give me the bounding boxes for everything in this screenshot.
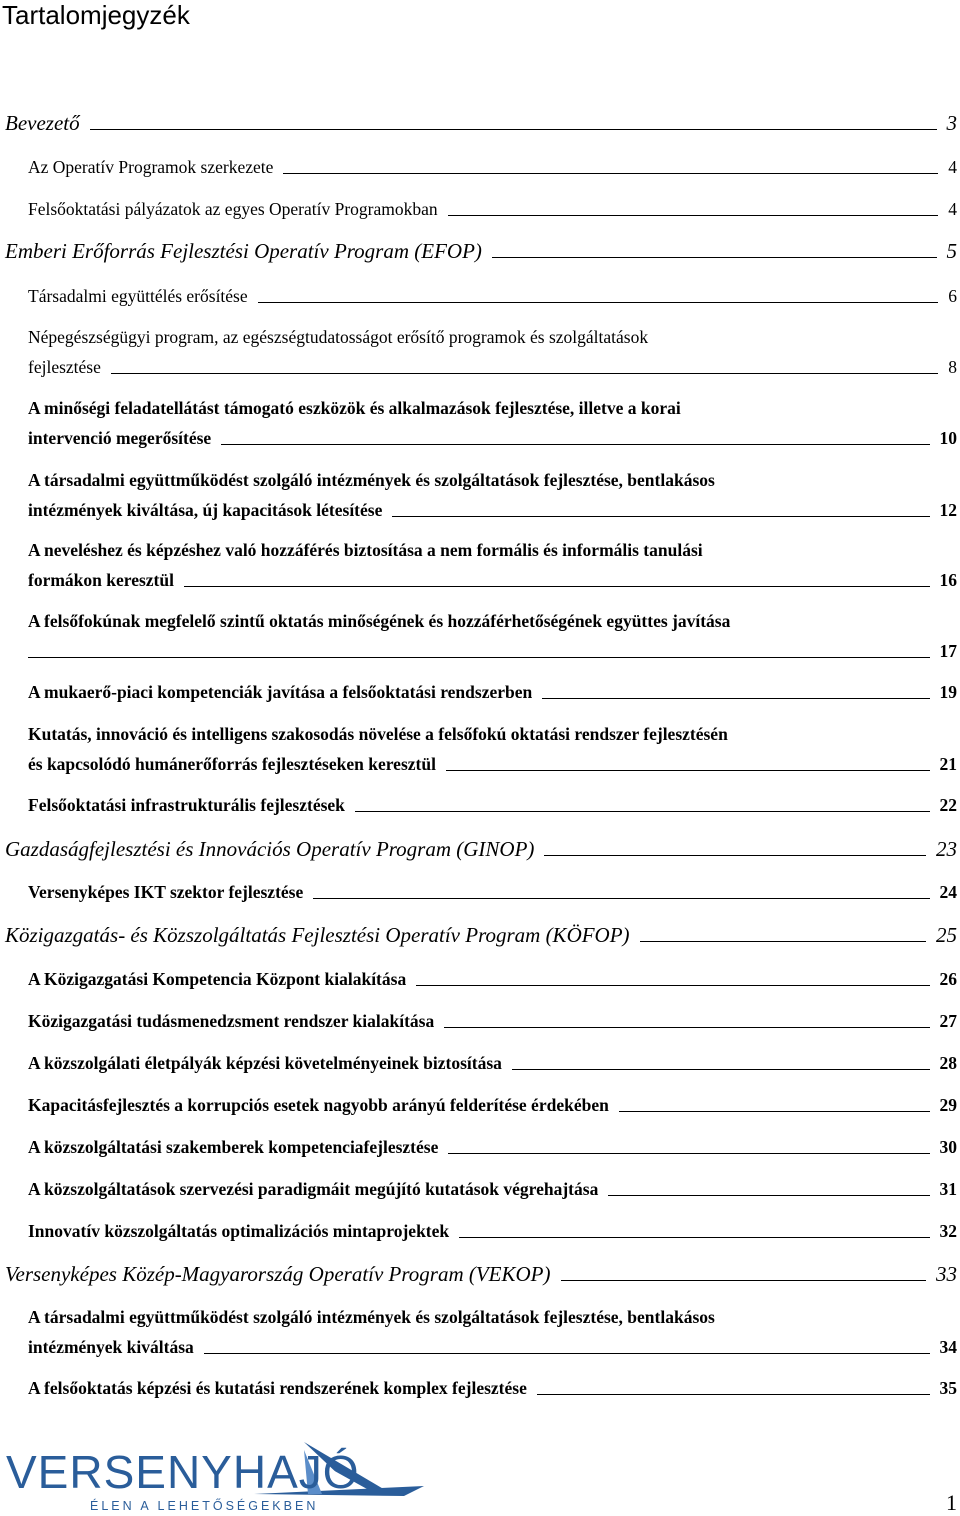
toc-entry[interactable] xyxy=(28,1090,957,1120)
toc-entry-label: Versenyképes Közép-Magyarország Operatív Program (VEKOP) xyxy=(5,1262,551,1286)
toc-leader-line xyxy=(544,855,926,856)
toc-entry-kofop[interactable] xyxy=(5,920,957,950)
toc-entry-label: Emberi Erőforrás Fejlesztési Operatív Program (EFOP) xyxy=(5,239,482,263)
toc-entry-label: A felsőfokúnak megfelelő szintű oktatás minőségének és hozzáférhetőségének együttes javítása xyxy=(28,611,731,631)
toc-entry[interactable] xyxy=(28,790,957,820)
toc-leader-line xyxy=(355,811,930,812)
toc-page-number: 30 xyxy=(939,1137,957,1157)
toc-entry-label: A minőségi feladatellátást támogató eszközök és alkalmazások fejlesztése, illetve a korai xyxy=(28,398,681,418)
toc-entry-vekop[interactable] xyxy=(5,1259,957,1289)
toc-leader-line xyxy=(459,1237,929,1238)
toc-page-number: 17 xyxy=(939,641,957,661)
toc-page-number: 12 xyxy=(939,500,957,520)
toc-leader-line xyxy=(313,898,929,899)
toc-entry[interactable] xyxy=(28,152,957,182)
toc-page-number: 6 xyxy=(948,286,957,306)
toc-page-number: 8 xyxy=(948,357,957,377)
toc-entry[interactable] xyxy=(28,719,957,779)
toc-leader-line xyxy=(542,698,929,699)
toc-entry-label: Felsőoktatási pályázatok az egyes Operatív Programokban xyxy=(28,199,438,219)
toc-leader-line xyxy=(283,173,938,174)
toc-page-number: 4 xyxy=(948,199,957,219)
toc-leader-line xyxy=(90,129,937,130)
toc-page-number: 31 xyxy=(939,1179,957,1199)
toc-entry-label: Gazdaságfejlesztési és Innovációs Operatív Program (GINOP) xyxy=(5,837,535,861)
toc-entry-label: A közszolgáltatási szakemberek kompetenciafejlesztése xyxy=(28,1137,439,1157)
toc-leader-line xyxy=(221,444,929,445)
toc-page-number: 3 xyxy=(946,111,957,135)
toc-page-number: 28 xyxy=(939,1053,957,1073)
toc-leader-line xyxy=(258,302,939,303)
toc-page-number: 22 xyxy=(939,795,957,815)
toc-leader-line xyxy=(561,1280,926,1281)
toc-page-number: 21 xyxy=(939,754,957,774)
toc-leader-line xyxy=(448,1153,929,1154)
toc-leader-line xyxy=(492,257,937,258)
toc-entry-label: Közigazgatás- és Közszolgáltatás Fejlesztési Operatív Program (KÖFOP) xyxy=(5,923,630,947)
toc-page-number: 26 xyxy=(939,969,957,989)
toc-leader-line xyxy=(512,1069,930,1070)
logo-tagline: ÉLEN A LEHETŐSÉGEKBEN xyxy=(90,1499,319,1513)
toc-entry[interactable] xyxy=(28,1216,957,1246)
toc-page-number: 34 xyxy=(939,1337,957,1357)
toc-entry[interactable] xyxy=(28,1006,957,1036)
toc-entry[interactable] xyxy=(28,964,957,994)
toc-page-number: 4 xyxy=(948,157,957,177)
toc-leader-line xyxy=(537,1394,930,1395)
toc-page-number: 5 xyxy=(946,239,957,263)
toc-page-number: 23 xyxy=(936,837,957,861)
toc-leader-line xyxy=(608,1195,929,1196)
toc-entry-label: A közszolgáltatások szervezési paradigmáit megújító kutatások végrehajtása xyxy=(28,1179,599,1199)
toc-entry-label: Versenyképes IKT szektor fejlesztése xyxy=(28,882,304,902)
toc-entry[interactable] xyxy=(28,1048,957,1078)
toc-entry-label-continued: intézmények kiváltása xyxy=(28,1337,194,1357)
toc-page-number: 19 xyxy=(939,682,957,702)
toc-leader-line xyxy=(446,770,930,771)
toc-leader-line xyxy=(444,1027,929,1028)
toc-entry-label: A mukaerő-piaci kompetenciák javítása a felsőoktatási rendszerben xyxy=(28,682,533,702)
toc-entry-label: A társadalmi együttműködést szolgáló intézmények és szolgáltatások fejlesztése, bentlakásos xyxy=(28,470,715,490)
toc-entry-label: Népegészségügyi program, az egészségtudatosságot erősítő programok és szolgáltatások xyxy=(28,327,649,347)
toc-leader-line xyxy=(204,1353,930,1354)
toc-entry[interactable] xyxy=(28,1373,957,1403)
toc-entry-label-continued: formákon keresztül xyxy=(28,570,174,590)
toc-entry-label: A társadalmi együttműködést szolgáló intézmények és szolgáltatások fejlesztése, bentlakásos xyxy=(28,1307,715,1327)
toc-entry-label: Bevezető xyxy=(5,111,80,135)
toc-leader-line xyxy=(28,657,930,658)
toc-leader-line xyxy=(184,586,930,587)
toc-entry-label-continued: intervenció megerősítése xyxy=(28,428,212,448)
toc-entry-bevezeto[interactable] xyxy=(5,108,957,138)
toc-entry-label: Kapacitásfejlesztés a korrupciós esetek nagyobb arányú felderítése érdekében xyxy=(28,1095,609,1115)
versenyhajo-logo xyxy=(4,1436,424,1516)
toc-entry[interactable] xyxy=(28,606,957,666)
toc-entry-label: A neveléshez és képzéshez való hozzáférés biztosítása a nem formális és informális tanulási xyxy=(28,540,703,560)
toc-entry[interactable] xyxy=(28,535,957,595)
toc-page-number: 33 xyxy=(936,1262,957,1286)
toc-entry-label: Felsőoktatási infrastrukturális fejlesztések xyxy=(28,795,345,815)
toc-leader-line xyxy=(640,941,926,942)
toc-entry-label: A Közigazgatási Kompetencia Központ kialakítása xyxy=(28,969,407,989)
toc-entry[interactable] xyxy=(28,1174,957,1204)
toc-entry-label-continued: fejlesztése xyxy=(28,357,101,377)
toc-entry-label: Az Operatív Programok szerkezete xyxy=(28,157,274,177)
toc-entry-label: Közigazgatási tudásmenedzsment rendszer kialakítása xyxy=(28,1011,435,1031)
toc-leader-line xyxy=(448,215,939,216)
toc-page-number: 29 xyxy=(939,1095,957,1115)
logo-wordmark: VERSENYHAJÓ xyxy=(6,1446,360,1498)
page-title: Tartalomjegyzék xyxy=(2,0,190,30)
toc-entry-ginop[interactable] xyxy=(5,834,957,864)
toc-page-number: 10 xyxy=(939,428,957,448)
toc-page-number: 35 xyxy=(939,1378,957,1398)
toc-entry-label-continued: és kapcsolódó humánerőforrás fejlesztéseken keresztül xyxy=(28,754,436,774)
toc-entry[interactable] xyxy=(28,677,957,707)
page-number: 1 xyxy=(946,1490,957,1515)
toc-entry-label: Kutatás, innováció és intelligens szakosodás növelése a felsőfokú oktatási rendszer fejlesztésén xyxy=(28,724,728,744)
toc-page-number: 16 xyxy=(939,570,957,590)
toc-entry-label: A felsőoktatás képzési és kutatási rendszerének komplex fejlesztése xyxy=(28,1378,527,1398)
toc-entry[interactable] xyxy=(28,1302,957,1362)
toc-entry[interactable] xyxy=(28,322,957,382)
toc-entry[interactable] xyxy=(28,465,957,525)
toc-page-number: 24 xyxy=(939,882,957,902)
toc-entry[interactable] xyxy=(28,194,957,224)
toc-entry-efop[interactable] xyxy=(5,236,957,266)
toc-entry[interactable] xyxy=(28,1132,957,1162)
toc-leader-line xyxy=(619,1111,930,1112)
toc-page-number: 32 xyxy=(939,1221,957,1241)
toc-page-number: 27 xyxy=(939,1011,957,1031)
toc-leader-line xyxy=(392,516,929,517)
toc-page-number: 25 xyxy=(936,923,957,947)
toc-leader-line xyxy=(416,985,929,986)
toc-entry[interactable] xyxy=(28,877,957,907)
toc-entry-label: Innovatív közszolgáltatás optimalizációs mintaprojektek xyxy=(28,1221,450,1241)
toc-entry[interactable] xyxy=(28,393,957,453)
toc-entry-label-continued: intézmények kiváltása, új kapacitások létesítése xyxy=(28,500,383,520)
toc-entry-label: Társadalmi együttélés erősítése xyxy=(28,286,248,306)
toc-entry[interactable] xyxy=(28,281,957,311)
toc-entry-label: A közszolgálati életpályák képzési követelményeinek biztosítása xyxy=(28,1053,502,1073)
toc-leader-line xyxy=(111,373,938,374)
